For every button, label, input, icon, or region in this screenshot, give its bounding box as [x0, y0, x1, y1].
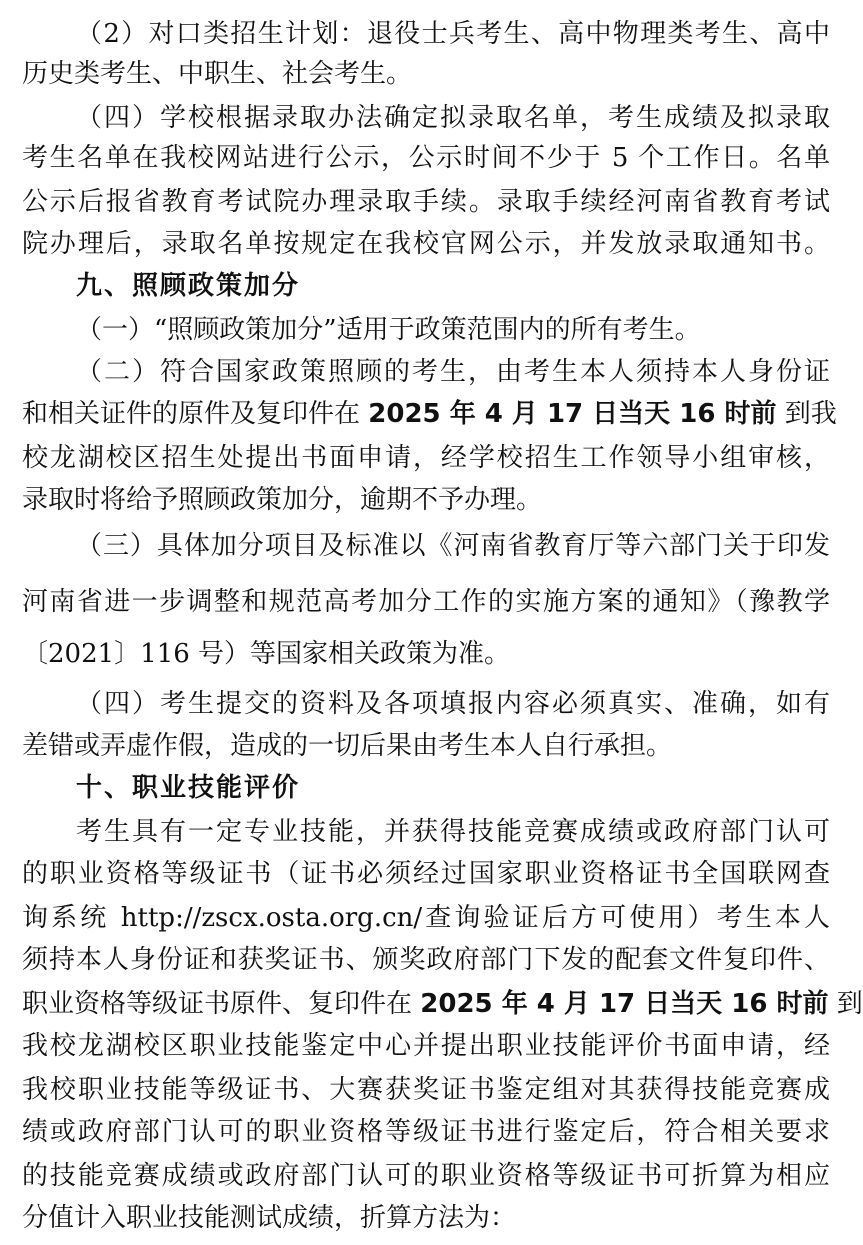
text-line: （三）具体加分项目及标准以《河南省教育厅等六部门关于印发 — [76, 531, 830, 561]
text-line: （四）考生提交的资料及各项填报内容必须真实、准确，如有 — [76, 689, 830, 719]
section-heading: 十、职业技能评价 — [76, 773, 301, 803]
deadline-emphasis: 2025 年 4 月 17 日当天 16 时前 — [368, 399, 777, 429]
text-line: 河南省进一步调整和规范高考加分工作的实施方案的通知》（豫教学 — [22, 587, 830, 617]
text-line: （四）学校根据录取办法确定拟录取名单，考生成绩及拟录取 — [76, 103, 830, 133]
section-heading: 九、照顾政策加分 — [76, 271, 301, 301]
text-line: （2）对口类招生计划：退役士兵考生、高中物理类考生、高中 — [76, 19, 830, 49]
text-line-with-deadline — [22, 394, 837, 434]
text-line: 我校龙湖校区职业技能鉴定中心并提出职业技能评价书面申请，经 — [22, 1031, 830, 1061]
text-line: 考生名单在我校网站进行公示，公示时间不少于 5 个工作日。名单 — [22, 143, 830, 173]
text-line: 询系统 http://zscx.osta.org.cn/查询验证后方可使用）考生本人 — [22, 903, 830, 933]
text-line: 〔2021〕116 号）等国家相关政策为准。 — [22, 639, 511, 669]
text-line: 分值计入职业技能测试成绩，折算方法为： — [22, 1203, 517, 1233]
text-line: 校龙湖校区招生处提出书面申请，经学校招生工作领导小组审核， — [22, 443, 830, 473]
text-line-with-deadline — [22, 984, 863, 1024]
text-line: 我校职业技能等级证书、大赛获奖证书鉴定组对其获得技能竞赛成 — [22, 1075, 830, 1105]
text-line: 考生具有一定专业技能，并获得技能竞赛成绩或政府部门认可 — [76, 817, 830, 847]
text-line: 的职业资格等级证书（证书必须经过国家职业资格证书全国联网查 — [22, 859, 830, 889]
text-line: 公示后报省教育考试院办理录取手续。录取手续经河南省教育考试 — [22, 187, 830, 217]
text-line: 差错或弄虚作假，造成的一切后果由考生本人自行承担。 — [22, 731, 673, 761]
deadline-emphasis: 2025 年 4 月 17 日当天 16 时前 — [420, 989, 829, 1019]
text-line: 录取时将给予照顾政策加分，逾期不予办理。 — [22, 485, 543, 515]
text-fragment: 到我 — [784, 399, 837, 429]
text-line: 的技能竞赛成绩或政府部门认可的职业资格等级证书可折算为相应 — [22, 1161, 830, 1191]
text-fragment: 到 — [836, 989, 863, 1019]
text-line: （一）“照顾政策加分”适用于政策范围内的所有考生。 — [76, 315, 701, 345]
text-line: 历史类考生、中职生、社会考生。 — [22, 59, 413, 89]
text-line: （二）符合国家政策照顾的考生，由考生本人须持本人身份证 — [76, 357, 830, 387]
text-line: 须持本人身份证和获奖证书、颁奖政府部门下发的配套文件复印件、 — [22, 945, 830, 975]
text-fragment: 和相关证件的原件及复印件在 — [22, 399, 361, 429]
text-line: 绩或政府部门认可的职业资格等级证书进行鉴定后，符合相关要求 — [22, 1117, 830, 1147]
text-line: 院办理后，录取名单按规定在我校官网公示，并发放录取通知书。 — [22, 229, 830, 259]
text-fragment: 职业资格等级证书原件、复印件在 — [22, 989, 413, 1019]
